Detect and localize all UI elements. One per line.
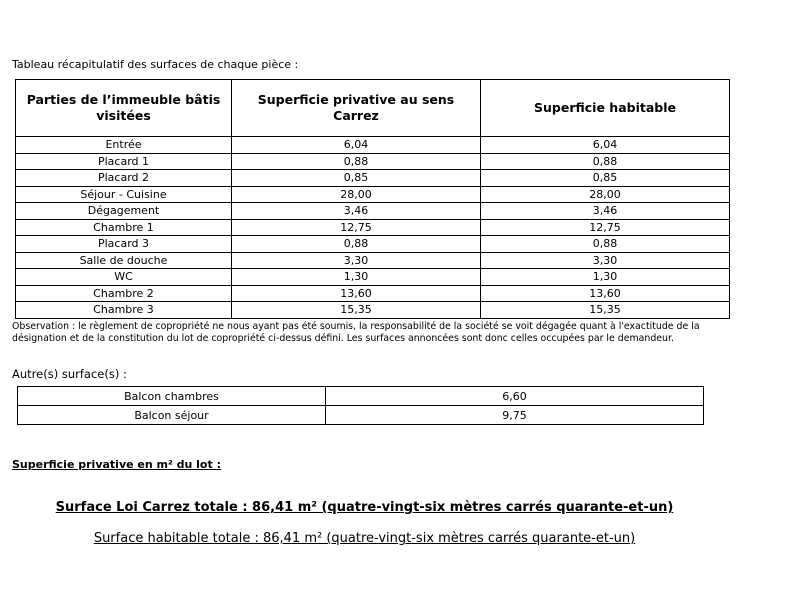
room-name-cell: WC bbox=[16, 269, 232, 286]
column-header-carrez: Superficie privative au sens Carrez bbox=[232, 80, 481, 137]
table-row bbox=[16, 203, 730, 220]
carrez-area-cell: 0,88 bbox=[232, 153, 481, 170]
habitable-area-cell: 1,30 bbox=[481, 269, 730, 286]
habitable-total: Surface habitable totale : 86,41 m² (quatre-vingt-six mètres carrés quarante-et-un) bbox=[93, 531, 636, 546]
carrez-total: Surface Loi Carrez totale : 86,41 m² (quatre-vingt-six mètres carrés quarante-et-un) bbox=[55, 500, 674, 515]
table-row bbox=[16, 302, 730, 319]
room-name-cell: Entrée bbox=[16, 137, 232, 154]
table-row bbox=[16, 269, 730, 286]
habitable-area-cell: 0,88 bbox=[481, 153, 730, 170]
observation-note: Observation : le règlement de copropriété ne nous ayant pas été soumis, la responsabilité de la société se voit dégagée quant à l'exactitude de la désignation et de la constitution du lot de copropriété ci-dessus défini. Les surfaces annoncées sont donc celles occupées par le demandeur. bbox=[12, 321, 700, 344]
table-row bbox=[16, 236, 730, 253]
habitable-area-cell: 13,60 bbox=[481, 285, 730, 302]
carrez-area-cell: 28,00 bbox=[232, 186, 481, 203]
carrez-area-cell: 1,30 bbox=[232, 269, 481, 286]
table-row bbox=[16, 219, 730, 236]
carrez-area-cell: 3,30 bbox=[232, 252, 481, 269]
room-name-cell: Salle de douche bbox=[16, 252, 232, 269]
table-row bbox=[16, 252, 730, 269]
room-name-cell: Séjour - Cuisine bbox=[16, 186, 232, 203]
other-surface-name-cell: Balcon chambres bbox=[18, 387, 326, 406]
column-header-habitable: Superficie habitable bbox=[481, 80, 730, 137]
habitable-area-cell: 3,46 bbox=[481, 203, 730, 220]
carrez-area-cell: 0,88 bbox=[232, 236, 481, 253]
room-name-cell: Chambre 2 bbox=[16, 285, 232, 302]
other-surface-area-cell: 9,75 bbox=[326, 406, 704, 425]
habitable-area-cell: 15,35 bbox=[481, 302, 730, 319]
table-row bbox=[18, 406, 704, 425]
other-surfaces-table bbox=[17, 386, 704, 425]
room-name-cell: Placard 3 bbox=[16, 236, 232, 253]
habitable-area-cell: 12,75 bbox=[481, 219, 730, 236]
other-surfaces-label: Autre(s) surface(s) : bbox=[12, 367, 127, 381]
other-surface-name-cell: Balcon séjour bbox=[18, 406, 326, 425]
table-row bbox=[18, 387, 704, 406]
carrez-area-cell: 13,60 bbox=[232, 285, 481, 302]
room-name-cell: Chambre 3 bbox=[16, 302, 232, 319]
room-name-cell: Placard 2 bbox=[16, 170, 232, 187]
room-name-cell: Dégagement bbox=[16, 203, 232, 220]
other-surface-area-cell: 6,60 bbox=[326, 387, 704, 406]
carrez-area-cell: 6,04 bbox=[232, 137, 481, 154]
table-row bbox=[16, 137, 730, 154]
habitable-area-cell: 28,00 bbox=[481, 186, 730, 203]
habitable-area-cell: 0,88 bbox=[481, 236, 730, 253]
habitable-area-cell: 3,30 bbox=[481, 252, 730, 269]
habitable-area-cell: 6,04 bbox=[481, 137, 730, 154]
column-header-room: Parties de l’immeuble bâtis visitées bbox=[16, 80, 232, 137]
table-row bbox=[16, 170, 730, 187]
surfaces-table bbox=[15, 79, 730, 319]
room-name-cell: Chambre 1 bbox=[16, 219, 232, 236]
table-intro: Tableau récapitulatif des surfaces de chaque pièce : bbox=[12, 58, 299, 71]
table-row bbox=[16, 186, 730, 203]
carrez-area-cell: 3,46 bbox=[232, 203, 481, 220]
table-row bbox=[16, 285, 730, 302]
table-row bbox=[16, 153, 730, 170]
room-name-cell: Placard 1 bbox=[16, 153, 232, 170]
lot-surface-heading: Superficie privative en m² du lot : bbox=[12, 458, 221, 471]
table-header-row bbox=[16, 80, 730, 137]
carrez-area-cell: 15,35 bbox=[232, 302, 481, 319]
carrez-area-cell: 0,85 bbox=[232, 170, 481, 187]
carrez-area-cell: 12,75 bbox=[232, 219, 481, 236]
habitable-area-cell: 0,85 bbox=[481, 170, 730, 187]
